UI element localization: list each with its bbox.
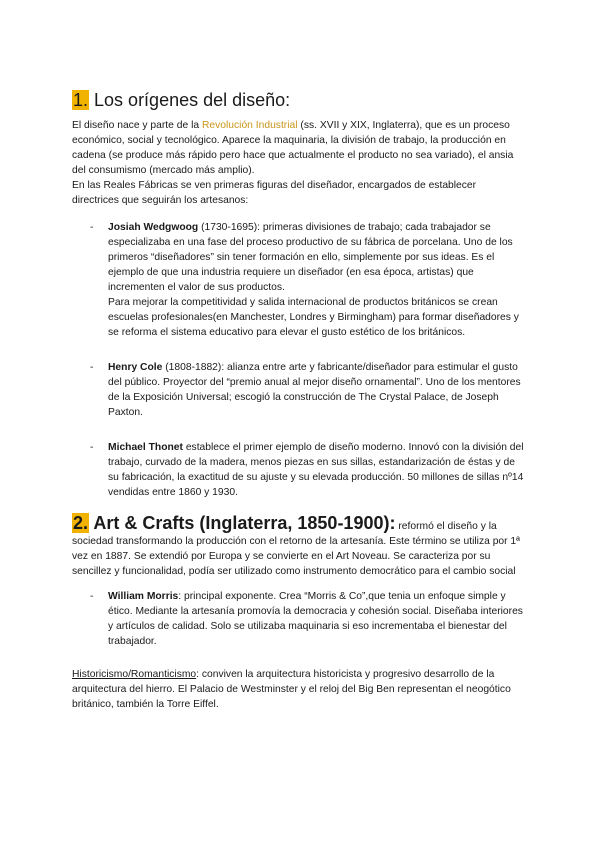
document-content — [72, 88, 524, 712]
list-item-wedgwood — [72, 220, 524, 340]
section-1-heading — [72, 88, 524, 112]
list-item-thonet — [72, 440, 524, 500]
bullet-dash: - — [90, 222, 94, 233]
bullet-dash: - — [90, 362, 94, 373]
section-1-intro — [72, 118, 524, 178]
bullet-dash: - — [90, 591, 94, 602]
item-text: establece el primer ejemplo de diseño moderno. Innovó con la división del trabajo, curvado de la madera, menos piezas en sus sillas, estandarización de éstas y de su fabricación, la exactitud de su ajuste y su elevada producción. 50 millones de sillas nº14 vendidas entre 1860 y 1930. — [108, 442, 524, 498]
section-2-number: 2. — [73, 513, 89, 533]
section-1-list — [72, 220, 524, 500]
historicismo-paragraph — [72, 667, 524, 712]
section-2-text: reformó el diseño y la sociedad transformando la producción con el retorno de la artesanía. Este término se utiliza por 1ª vez en 1887. Se extendió por Europa y se convierte en el Art Noveau. Se caracteriza por su sencillez y funcionalidad, podía ser utilizado como instrumento democrático para el cambio social — [72, 521, 520, 577]
revolucion-industrial-highlight: Revolución Industrial — [201, 120, 298, 131]
section-2-heading — [72, 513, 395, 533]
item-text: (1808-1882): alianza entre arte y fabricante/diseñador para estimular el gusto del público. Proyector del “premio anual al mejor diseño ornamental”. Uno de los mentores de la Exposición Universal; escogió la construcción de The Crystal Palace, de Joseph Paxton. — [108, 362, 521, 418]
person-name: Josiah Wedgwoog — [108, 222, 199, 233]
historicismo-label: Historicismo/Romanticismo — [72, 669, 197, 680]
person-name: William Morris — [108, 591, 179, 602]
section-1-number: 1. — [73, 90, 89, 110]
list-item-cole — [72, 360, 524, 420]
bullet-dash: - — [90, 442, 94, 453]
intro-text-before: El diseño nace y parte de la — [72, 120, 202, 131]
section-1-title: Los orígenes del diseño: — [94, 90, 291, 110]
intro-text-after: (ss. XVII y XIX, Inglaterra), que es un proceso económico, social y tecnológico. Aparece la maquinaria, la división de trabajo, la producción en cadena (se produce más rápido pero hace que actualmente el producto no sea variado), el ansia del consumismo (mercado más amplio). — [72, 120, 514, 176]
item-text-2: Para mejorar la competitividad y salida internacional de productos británicos se crean escuelas profesionales(en Manchester, Londres y Birmingham) para formar diseñadores y se reforma el sistema educativo para elevar el gusto estético de los británicos. — [108, 297, 519, 338]
item-text: (1730-1695): primeras divisiones de trabajo; cada trabajador se especializaba en una fase del proceso productivo de su fábrica de porcelana. Uno de los primeros “diseñadores” sin tener formación en ello, simplemente por sus ideas. Es el ejemplo de que una industria requiere un diseñador (en esa época, artistas) que incrementen el valor de sus productos. — [108, 222, 513, 293]
section-2-title: Art & Crafts (Inglaterra, 1850-1900): — [93, 513, 396, 533]
list-item-morris — [72, 589, 524, 649]
person-name: Henry Cole — [108, 362, 163, 373]
section-2-paragraph — [72, 513, 524, 579]
section-2-list — [72, 589, 524, 649]
item-text: : principal exponente. Crea “Morris & Co”,que tenia un enfoque simple y ético. Mediante la artesanía promovía la democracia y cohesión social. Diseñaba interiores y artículos de calidad. Solo se utilizaba maquinaria si eso incrementaba el bienestar del trabajador. — [108, 591, 523, 647]
historicismo-text: : conviven la arquitectura historicista y progresivo desarrollo de la arquitectura del hierro. El Palacio de Westminster y el reloj del Big Ben representan el neogótico británico, también la Torre Eiffel. — [72, 669, 511, 710]
section-1-intro-2: En las Reales Fábricas se ven primeras figuras del diseñador, encargados de establecer directrices que seguirán los artesanos: — [72, 180, 477, 206]
person-name: Michael Thonet — [108, 442, 183, 453]
